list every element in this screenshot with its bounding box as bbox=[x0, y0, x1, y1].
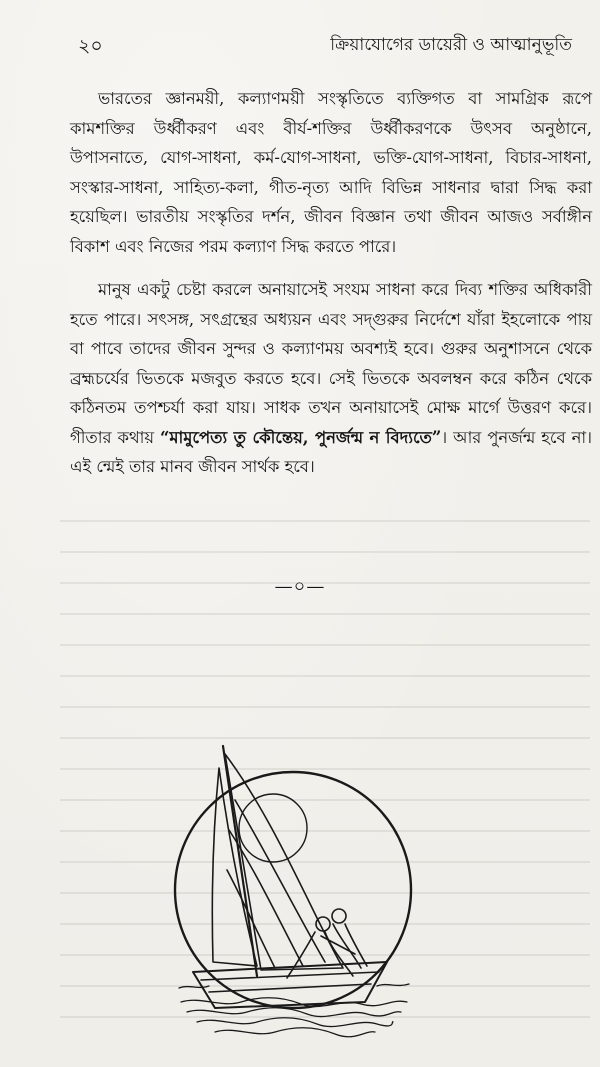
paragraph-2-text-before: মানুষ একটু চেষ্টা করলে অনায়াসেই সংযম সাধনা করে দিব্য শক্তির অধিকারী হতে পারে। সৎসঙ্গ, সৎগ্রন্থের অধ্যয়ন এবং সদ্গুরুর নির্দেশে যাঁরা ইহলোকে পায় বা পাবে তাদের জীবন সুন্দর ও কল্যাণময় অবশ্যই হবে। গুরুর অনুশাসনে থেকে ব্রহ্মচর্যের ভিতকে মজবুত করতে হবে। সেই ভিতকে অবলম্বন করে কঠিন থেকে কঠিনতম তপশ্চর্যা করা যায়। সাধক তখন অনায়াসেই মোক্ষ মার্গে উত্তরণ করে। গীতার কথায় bbox=[70, 280, 592, 447]
paragraph-2 bbox=[70, 275, 592, 482]
paragraph-1: ভারতের জ্ঞানময়ী, কল্যাণময়ী সংস্কৃতিতে ব্যক্তিগত বা সামগ্রিক রূপে কামশক্তির উর্ধ্বীকরণ এবং বীর্য-শক্তির উর্ধ্বীকরণকে উৎসব অনুষ্ঠানে, উপাসনাতে, যোগ-সাধনা, কর্ম-যোগ-সাধনা, ভক্তি-যোগ-সাধনা, বিচার-সাধনা, সংস্কার-সাধনা, সাহিত্য-কলা, গীত-নৃত্য আদি বিভিন্ন সাধনার দ্বারা সিদ্ধ করা হয়েছিল। ভারতীয় সংস্কৃতির দর্শন, জীবন বিজ্ঞান তথা জীবন আজও সর্বাঙ্গীন বিকাশ এবং নিজের পরম কল্যাণ সিদ্ধ করতে পারে। bbox=[70, 89, 592, 256]
paragraph-2-text-after: । আর পুনর্জন্ম হবে না। এই ন্মেই তার মানব জীবন সার্থক হবে। bbox=[70, 427, 592, 476]
page-number: ২০ bbox=[78, 35, 103, 57]
gita-quote: “মামুপেত্য তু কৌন্তেয়, পুনর্জন্ম ন বিদ্যতে” bbox=[160, 427, 442, 447]
sailboat-moon-illustration bbox=[155, 740, 435, 1040]
page-header bbox=[50, 30, 580, 56]
running-title: ক্রিয়াযোগের ডায়েরী ও আত্মানুভূতি bbox=[330, 35, 572, 55]
section-separator: —০— bbox=[274, 576, 326, 597]
body-text bbox=[70, 84, 592, 482]
